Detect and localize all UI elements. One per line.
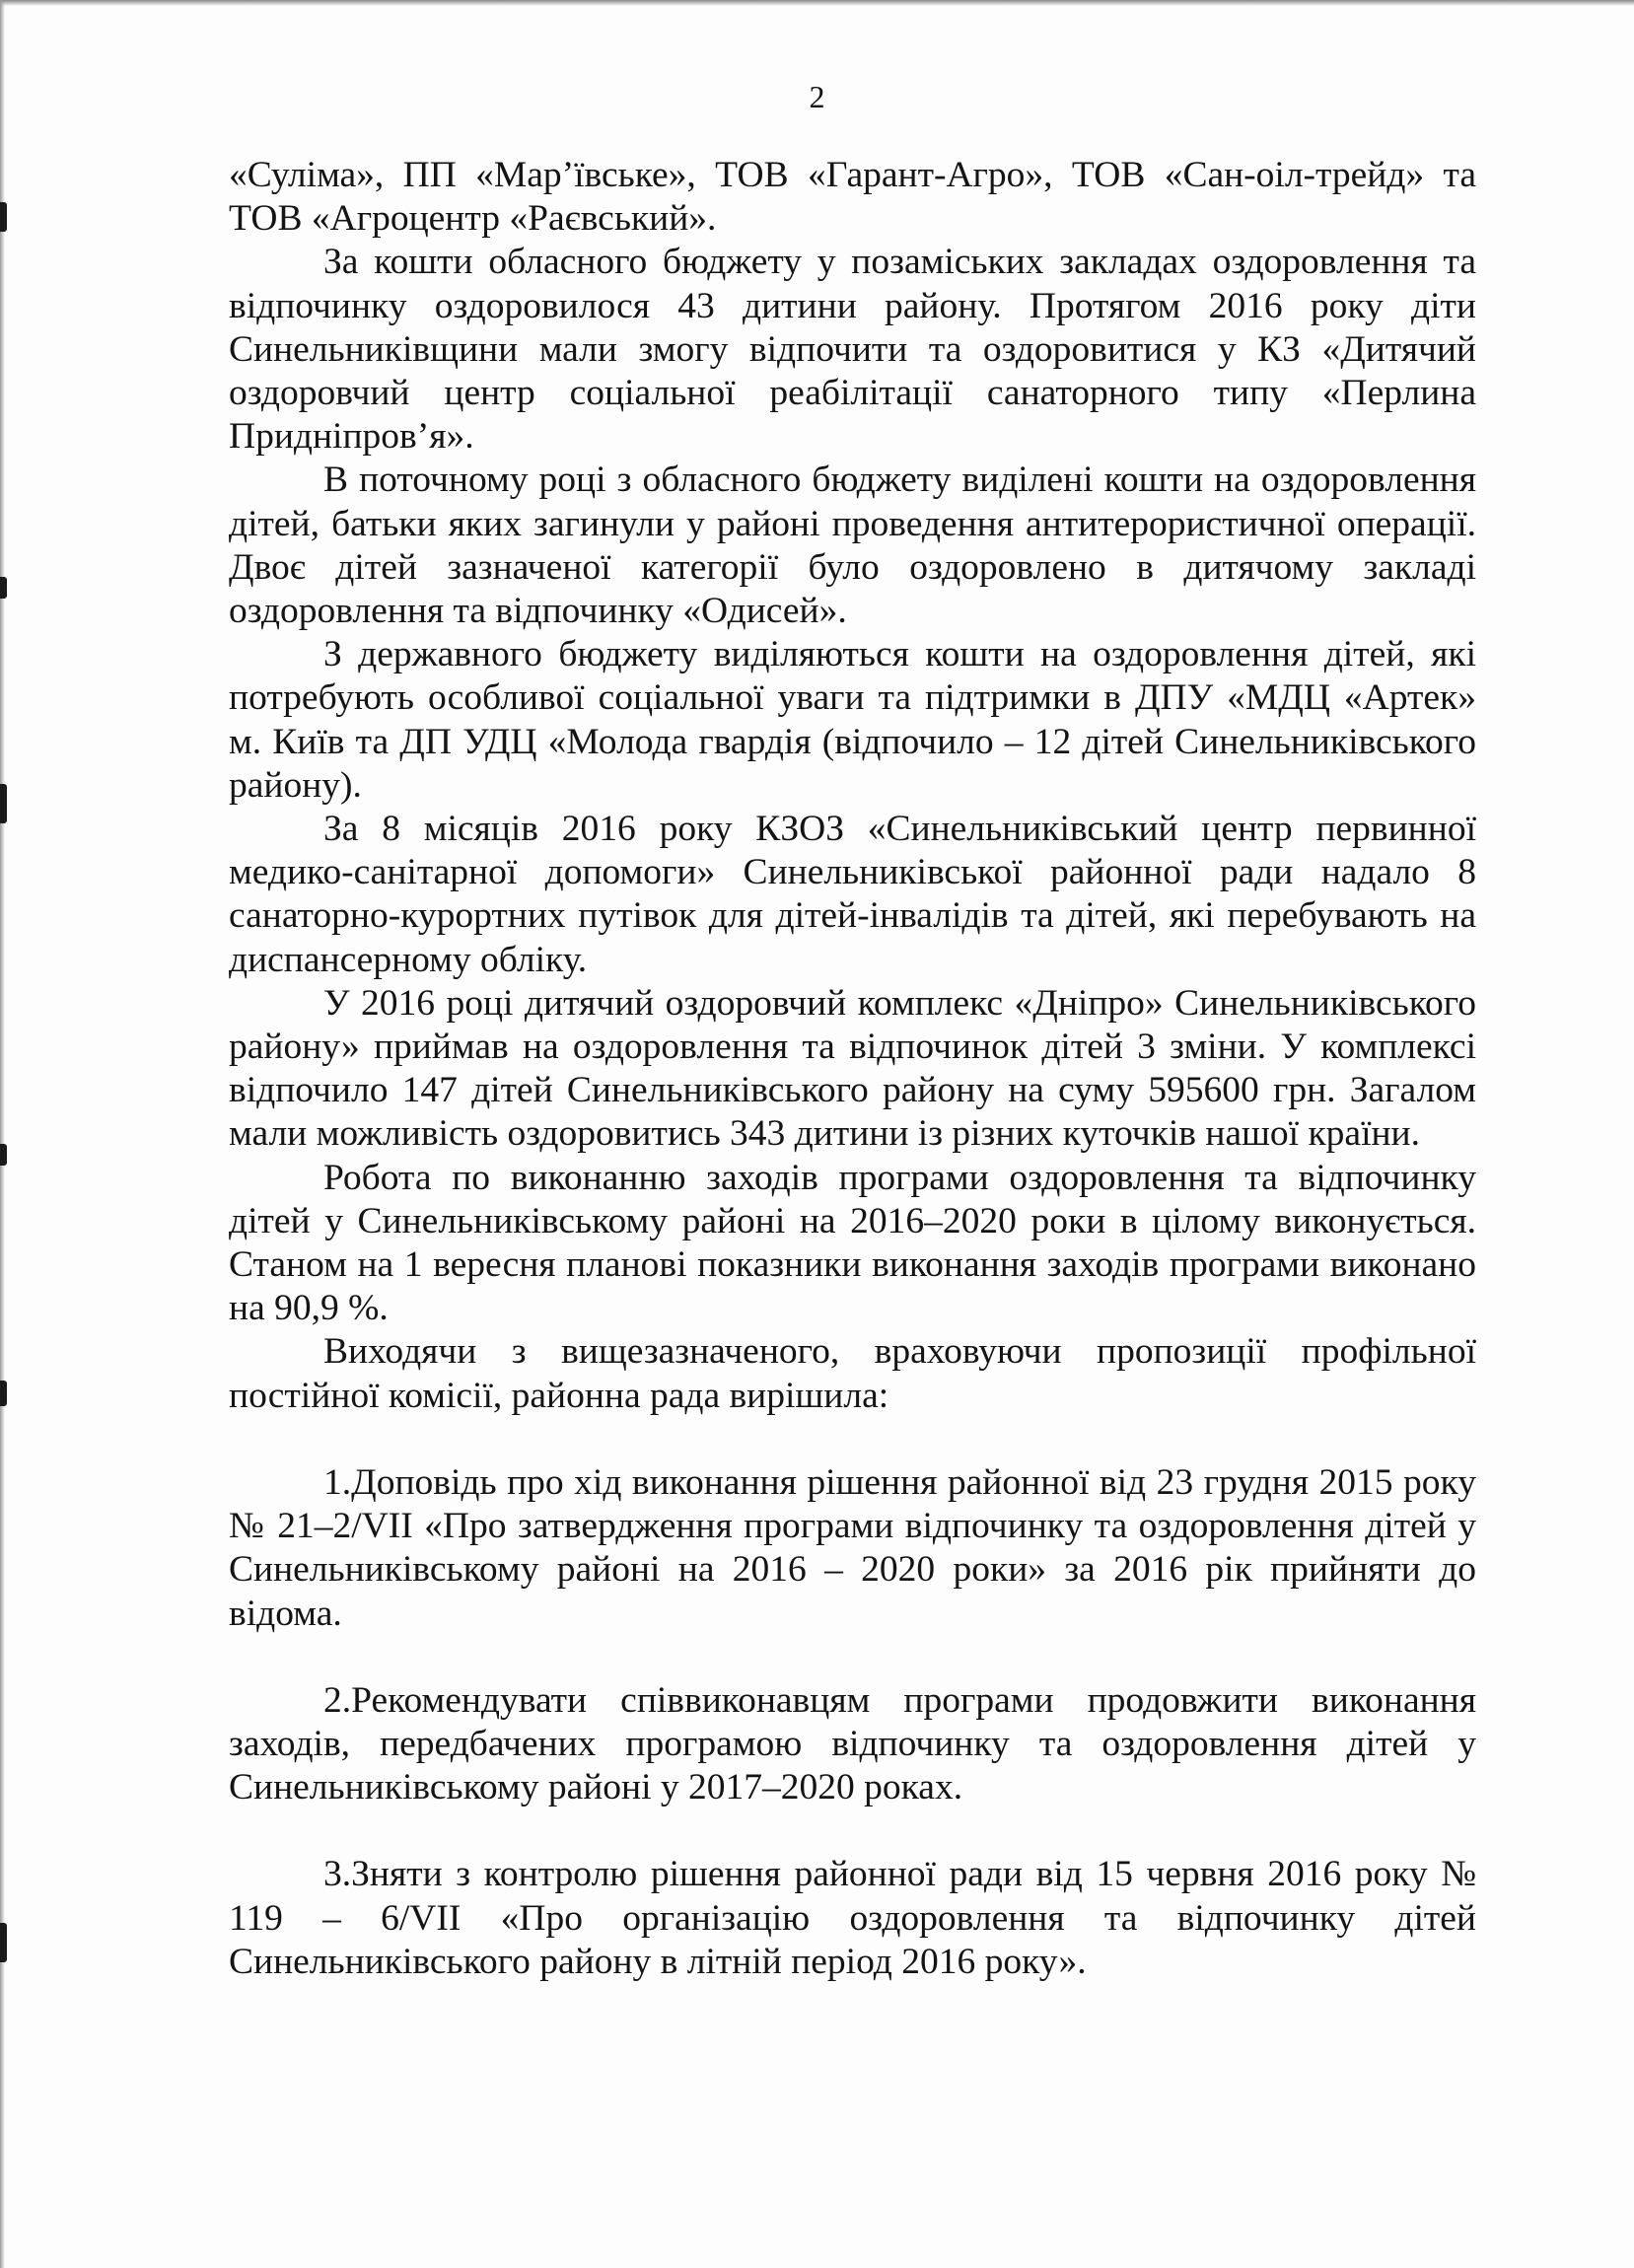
document-body	[229, 154, 1476, 1984]
binder-hole-mark	[0, 202, 7, 232]
paragraph: З державного бюджету виділяються кошти на оздоровлення дітей, які потребують особливої соціальної уваги та підтримки в ДПУ «МДЦ «Артек» м. Київ та ДП УДЦ «Молода гвардія (відпочило – 12 дітей Синельниківського району).	[229, 634, 1476, 806]
binder-hole-mark	[0, 1381, 7, 1406]
scan-edge-top	[0, 0, 1634, 6]
paragraph: У 2016 році дитячий оздоровчий комплекс «Дніпро» Синельниківського району» приймав на оздоровлення та відпочинок дітей 3 зміни. У комплексі відпочило 147 дітей Синельниківського району на суму 595600 грн. Загалом мали можливість оздоровитись 343 дитини із різних куточків нашої країни.	[229, 982, 1476, 1155]
decision-item-2: 2.Рекомендувати співвиконавцям програми продовжити виконання заходів, передбачених програмою відпочинку та оздоровлення дітей у Синельниківському районі у 2017–2020 роках.	[229, 1679, 1476, 1808]
paragraph: За кошти обласного бюджету у позаміських закладах оздоровлення та відпочинку оздоровилося 43 дитини району. Протягом 2016 року діти Синельниківщини мали змогу відпочити та оздоровитися у КЗ «Дитячий оздоровчий центр соціальної реабілітації санаторного типу «Перлина Придніпров’я».	[229, 242, 1476, 458]
binder-hole-mark	[0, 1923, 7, 1962]
paragraph: В поточному році з обласного бюджету виділені кошти на оздоровлення дітей, батьки яких загинули у районі проведення антитерористичної операції. Двоє дітей зазначеної категорії було оздоровлено в дитячому закладі оздоровлення та відпочинку «Одисей».	[229, 460, 1476, 632]
page-number: 2	[809, 79, 825, 114]
binder-hole-mark	[0, 577, 7, 599]
decision-item-1: 1.Доповідь про хід виконання рішення районної від 23 грудня 2015 року № 21–2/VII «Про затвердження програми відпочинку та оздоровлення дітей у Синельниківському районі на 2016 – 2020 роки» за 2016 рік прийняти до відома.	[229, 1461, 1476, 1634]
paragraph: Робота по виконанню заходів програми оздоровлення та відпочинку дітей у Синельниківському районі на 2016–2020 роки в цілому виконується. Станом на 1 вересня планові показники виконання заходів програми виконано на 90,9 %.	[229, 1157, 1476, 1329]
decision-item-3: 3.Зняти з контролю рішення районної ради від 15 червня 2016 року № 119 – 6/VII «Про організацію оздоровлення та відпочинку дітей Синельниківського району в літній період 2016 року».	[229, 1854, 1476, 1982]
binder-hole-mark	[0, 784, 7, 823]
paragraph: Виходячи з вищезазначеного, враховуючи пропозиції профільної постійної комісії, районна рада вирішила:	[229, 1331, 1476, 1416]
binder-hole-mark	[0, 1144, 7, 1166]
paragraph: За 8 місяців 2016 року КЗОЗ «Синельниківський центр первинної медико-санітарної допомоги» Синельниківської районної ради надало 8 санаторно-курортних путівок для дітей-інвалідів та дітей, які перебувають на диспансерному обліку.	[229, 809, 1476, 980]
paragraph: «Суліма», ПП «Мар’ївське», ТОВ «Гарант-Агро», ТОВ «Сан-оіл-трейд» та ТОВ «Агроцентр «Раєвський».	[229, 155, 1476, 240]
